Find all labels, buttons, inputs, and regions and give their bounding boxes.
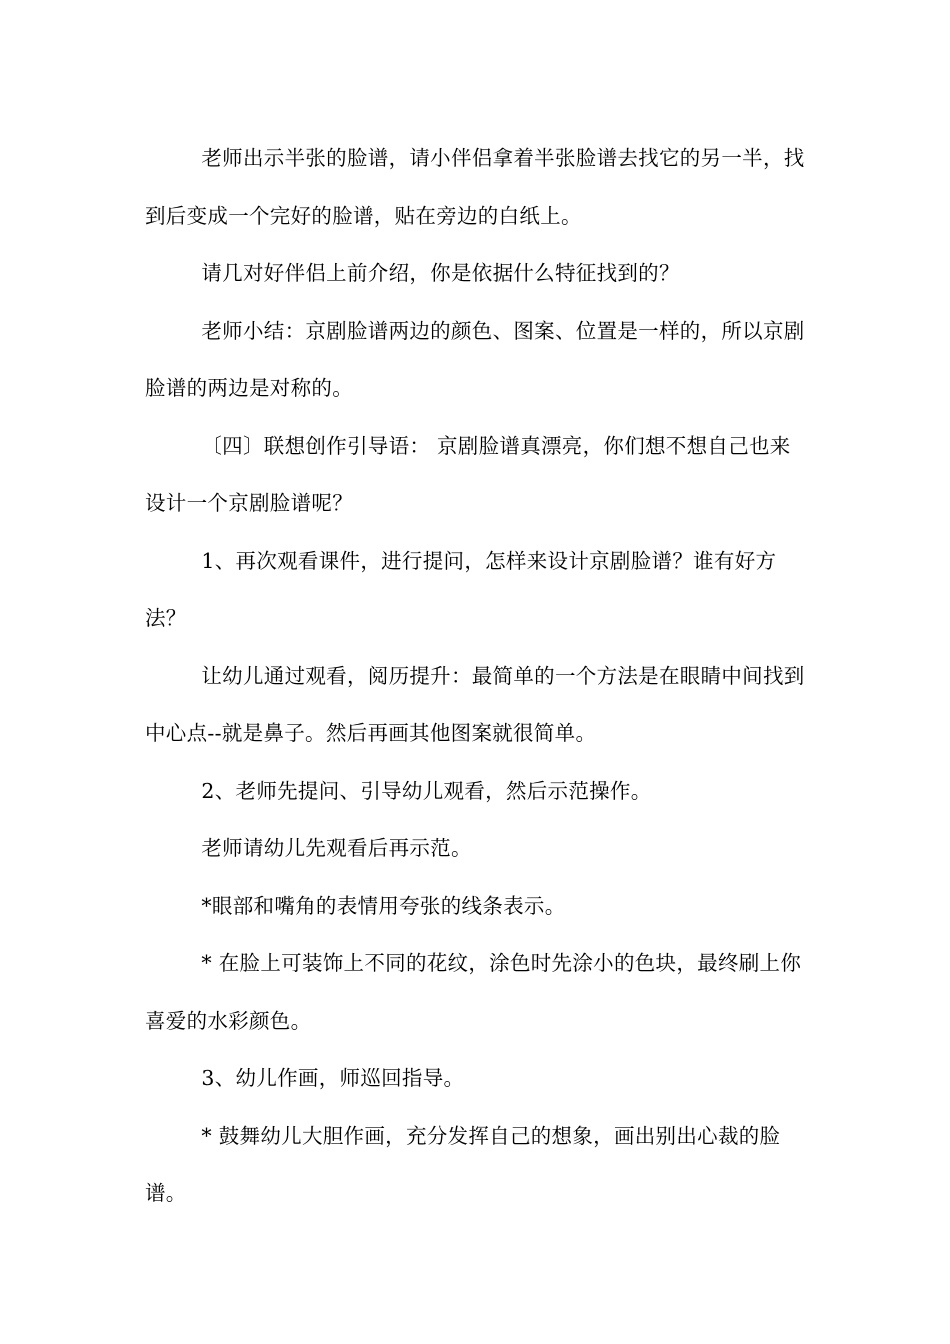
paragraph: 让幼儿通过观看，阅历提升：最简单的一个方法是在眼睛中间找到中心点--就是鼻子。然后再画其他图案就很简单。 [145, 663, 805, 745]
paragraph: 老师请幼儿先观看后再示范。 [201, 836, 472, 860]
paragraph: 2、老师先提问、引导幼儿观看，然后示范操作。 [201, 778, 652, 803]
paragraph: *眼部和嘴角的表情用夸张的线条表示。 [201, 893, 566, 918]
paragraph: 老师小结：京剧脸谱两边的颜色、图案、位置是一样的，所以京剧脸谱的两边是对称的。 [145, 318, 805, 400]
paragraph: 1、再次观看课件，进行提问，怎样来设计京剧脸谱？谁有好方法？ [145, 548, 777, 630]
paragraph: 〔四〕联想创作引导语： 京剧脸谱真漂亮，你们想不想自己也来设计一个京剧脸谱呢？ [145, 433, 791, 515]
document-body [145, 130, 807, 1223]
paragraph: * 鼓舞幼儿大胆作画，充分发挥自己的想象，画出别出心裁的脸谱。 [145, 1123, 781, 1205]
paragraph: * 在脸上可装饰上不同的花纹，涂色时先涂小的色块，最终刷上你喜爱的水彩颜色。 [145, 951, 802, 1033]
paragraph: 老师出示半张的脸谱，请小伴侣拿着半张脸谱去找它的另一半，找到后变成一个完好的脸谱，贴在旁边的白纸上。 [145, 146, 805, 228]
paragraph: 请几对好伴侣上前介绍，你是依据什么特征找到的？ [201, 261, 680, 285]
paragraph: 3、幼儿作画，师巡回指导。 [201, 1066, 465, 1090]
